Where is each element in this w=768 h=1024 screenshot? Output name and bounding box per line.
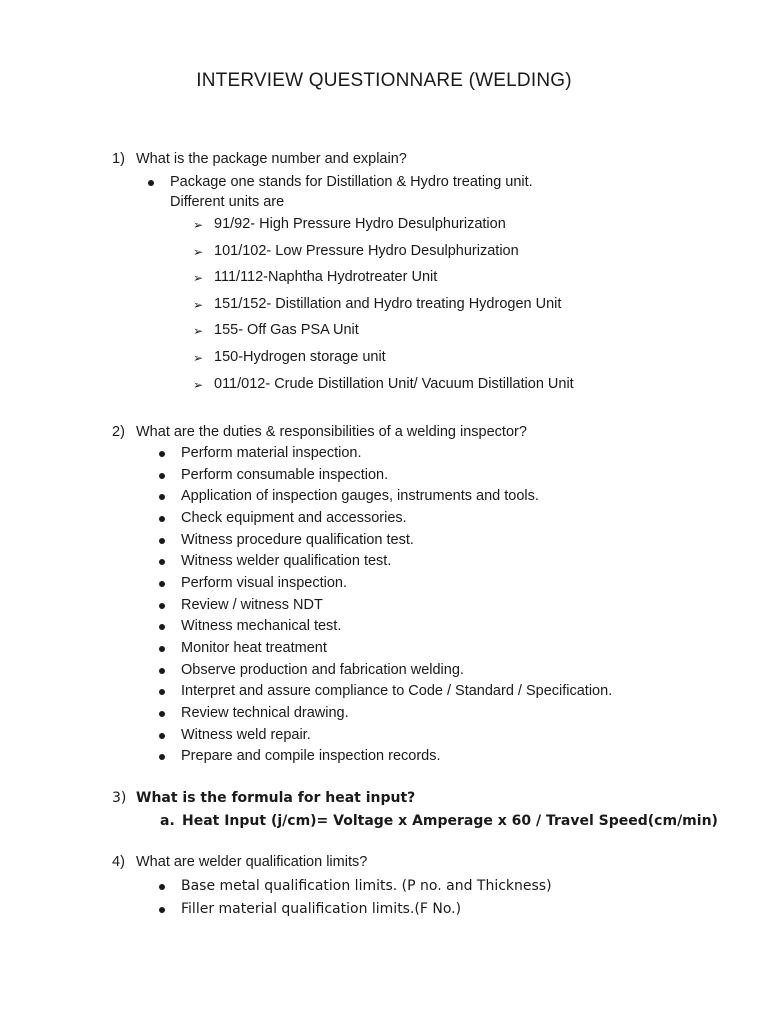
page-title: INTERVIEW QUESTIONNARE (WELDING) <box>196 70 572 91</box>
bullet-icon <box>159 559 165 565</box>
bullet-icon <box>159 884 165 890</box>
question-1 <box>112 151 407 167</box>
question-number: 3) <box>112 790 127 806</box>
limit-item: Filler material qualification limits.(F No.) <box>181 901 462 917</box>
duty-item: Interpret and assure compliance to Code / Standard / Specification. <box>181 683 613 699</box>
bullet-icon <box>159 473 165 479</box>
duty-item: Perform material inspection. <box>181 445 362 461</box>
duty-item: Witness welder qualification test. <box>181 553 392 569</box>
question-number: 2) <box>112 424 125 440</box>
arrow-bullet-icon: ➢ <box>193 298 204 312</box>
unit-item: 150-Hydrogen storage unit <box>214 349 386 365</box>
bullet-icon <box>159 624 165 630</box>
bullet-icon <box>159 451 165 457</box>
unit-item: 101/102- Low Pressure Hydro Desulphurization <box>214 243 519 259</box>
arrow-bullet-icon: ➢ <box>193 218 204 232</box>
bullet-icon <box>159 689 165 695</box>
question-text: What are welder qualification limits? <box>136 854 368 870</box>
bullet-icon <box>159 494 165 500</box>
bullet-icon <box>148 180 154 186</box>
duty-item: Monitor heat treatment <box>181 640 327 656</box>
bullet-icon <box>159 907 165 913</box>
unit-item: 011/012- Crude Distillation Unit/ Vacuum Distillation Unit <box>214 376 574 392</box>
duty-item: Witness procedure qualification test. <box>181 532 414 548</box>
question-text: What is the formula for heat input? <box>136 790 416 806</box>
question-text: What are the duties & responsibilities of a welding inspector? <box>136 424 527 440</box>
unit-item: 111/112-Naphtha Hydrotreater Unit <box>214 269 438 285</box>
bullet-icon <box>159 516 165 522</box>
duty-item: Review / witness NDT <box>181 597 323 613</box>
duty-item: Review technical drawing. <box>181 705 349 721</box>
bullet-icon <box>159 711 165 717</box>
duty-item: Witness mechanical test. <box>181 618 342 634</box>
bullet-icon <box>159 733 165 739</box>
formula-label: a. <box>160 813 175 829</box>
arrow-bullet-icon: ➢ <box>193 378 204 392</box>
duty-item: Application of inspection gauges, instruments and tools. <box>181 488 539 504</box>
unit-item: 151/152- Distillation and Hydro treating Hydrogen Unit <box>214 296 562 312</box>
bullet-icon <box>159 754 165 760</box>
duty-item: Observe production and fabrication welding. <box>181 662 464 678</box>
question-2 <box>112 424 527 440</box>
heat-input-formula: Heat Input (j/cm)= Voltage x Amperage x 60 / Travel Speed(cm/min) <box>182 813 718 829</box>
bullet-icon <box>159 538 165 544</box>
duty-item: Check equipment and accessories. <box>181 510 407 526</box>
question-3 <box>112 790 415 806</box>
duty-item: Perform visual inspection. <box>181 575 348 591</box>
bullet-icon <box>159 646 165 652</box>
arrow-bullet-icon: ➢ <box>193 245 204 259</box>
unit-item: 155- Off Gas PSA Unit <box>214 322 359 338</box>
answer-line: Different units are <box>170 194 285 210</box>
limit-item: Base metal qualification limits. (P no. and Thickness) <box>181 878 552 894</box>
unit-item: 91/92- High Pressure Hydro Desulphurization <box>214 216 506 232</box>
duty-item: Witness weld repair. <box>181 727 311 743</box>
duty-item: Perform consumable inspection. <box>181 467 389 483</box>
question-4 <box>112 854 367 870</box>
bullet-icon <box>159 603 165 609</box>
bullet-icon <box>159 668 165 674</box>
duty-item: Prepare and compile inspection records. <box>181 748 441 764</box>
question-text: What is the package number and explain? <box>136 151 407 167</box>
question-number: 4) <box>112 854 125 870</box>
arrow-bullet-icon: ➢ <box>193 271 204 285</box>
answer-line: Package one stands for Distillation & Hydro treating unit. <box>170 174 533 190</box>
bullet-icon <box>159 581 165 587</box>
question-number: 1) <box>112 151 125 167</box>
arrow-bullet-icon: ➢ <box>193 351 204 365</box>
arrow-bullet-icon: ➢ <box>193 324 204 338</box>
